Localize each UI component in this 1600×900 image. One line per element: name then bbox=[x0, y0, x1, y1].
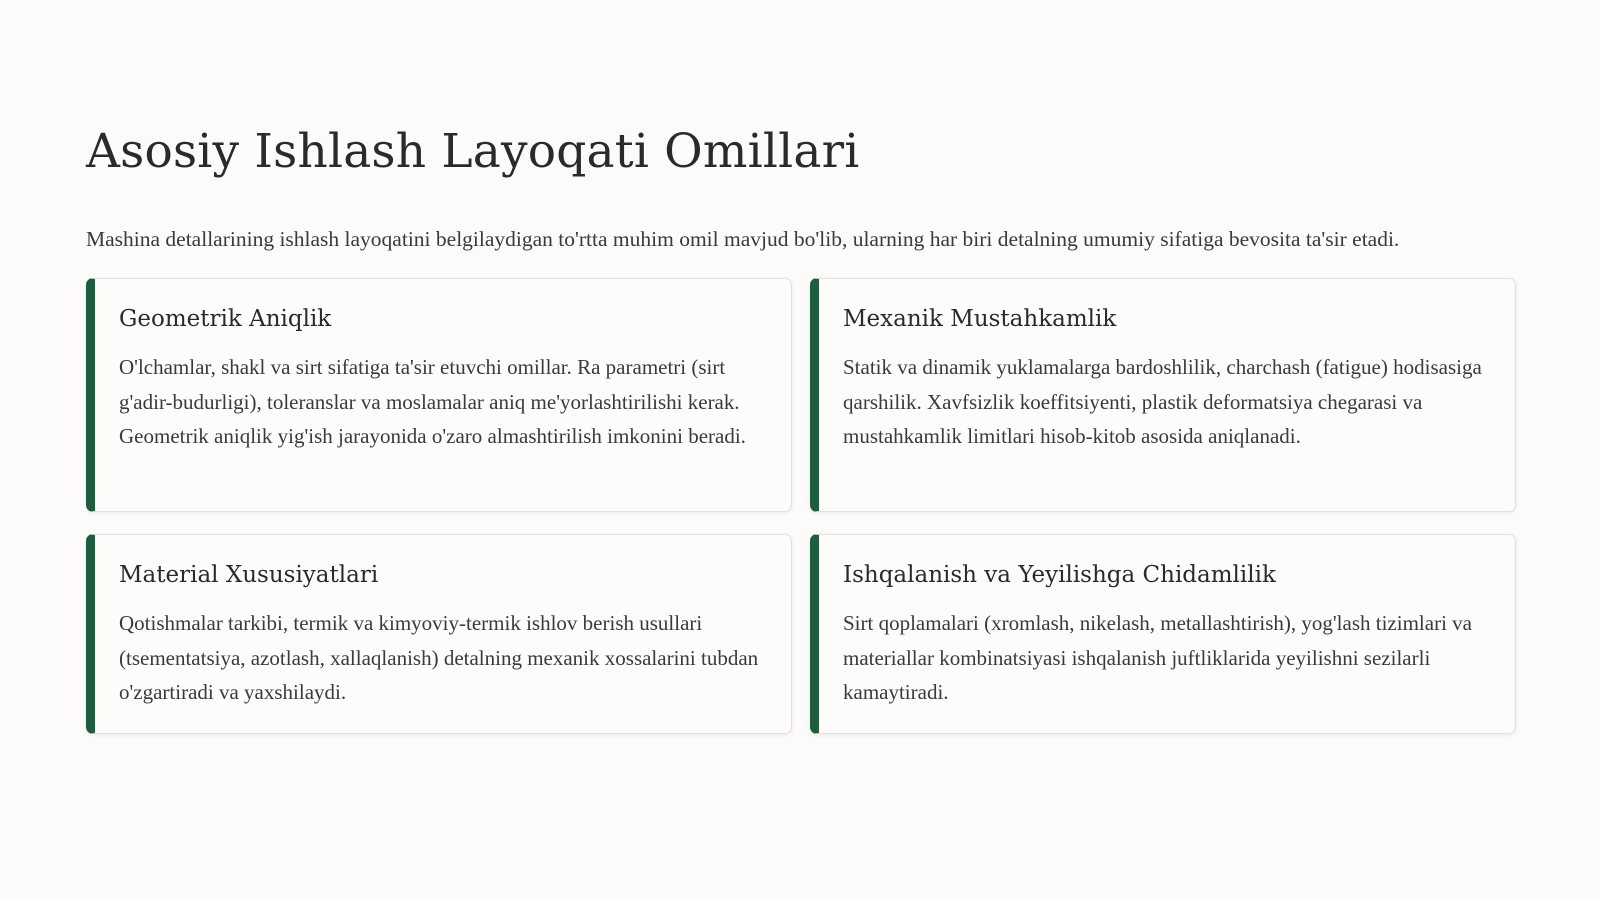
intro-text: Mashina detallarining ishlash layoqatini belgilaydigan to'rtta muhim omil mavjud bo'lib, ularning har biri detalning umumiy sifatiga bevosita ta'sir etadi. bbox=[86, 227, 1400, 251]
card-title: Ishqalanish va Yeyilishga Chidamlilik bbox=[843, 562, 1276, 588]
card-geometric-accuracy bbox=[86, 278, 792, 512]
card-text: Sirt qoplamalari (xromlash, nikelash, metallashtirish), yog'lash tizimlari va materiallar kombinatsiyasi ishqalanish juftliklarida yeyilishni sezilarli kamaytiradi. bbox=[843, 611, 1472, 704]
card-title: Mexanik Mustahkamlik bbox=[843, 306, 1117, 332]
card-material-properties bbox=[86, 534, 792, 734]
card-mechanical-strength bbox=[810, 278, 1516, 512]
page-title: Asosiy Ishlash Layoqati Omillari bbox=[86, 124, 860, 179]
card-text: Statik va dinamik yuklamalarga bardoshlilik, charchash (fatigue) hodisasiga qarshilik. Xavfsizlik koeffitsiyenti, plastik deformatsiya chegarasi va mustahkamlik limitlari hisob-kitob asosida aniqlanadi. bbox=[843, 355, 1482, 448]
card-wear-resistance bbox=[810, 534, 1516, 734]
card-text: Qotishmalar tarkibi, termik va kimyoviy-termik ishlov berish usullari (tsementatsiya, azotlash, xallaqlanish) detalning mexanik xossalarini tubdan o'zgartiradi va yaxshilaydi. bbox=[119, 611, 759, 704]
factor-cards-grid bbox=[86, 278, 1514, 734]
card-text: O'lchamlar, shakl va sirt sifatiga ta'sir etuvchi omillar. Ra parametri (sirt g'adir-budurligi), toleranslar va moslamalar aniq me'yorlashtirilishi kerak. Geometrik aniqlik yig'ish jarayonida o'zaro almashtirilish imkonini beradi. bbox=[119, 355, 746, 448]
card-title: Geometrik Aniqlik bbox=[119, 306, 332, 332]
card-title: Material Xususiyatlari bbox=[119, 562, 379, 588]
